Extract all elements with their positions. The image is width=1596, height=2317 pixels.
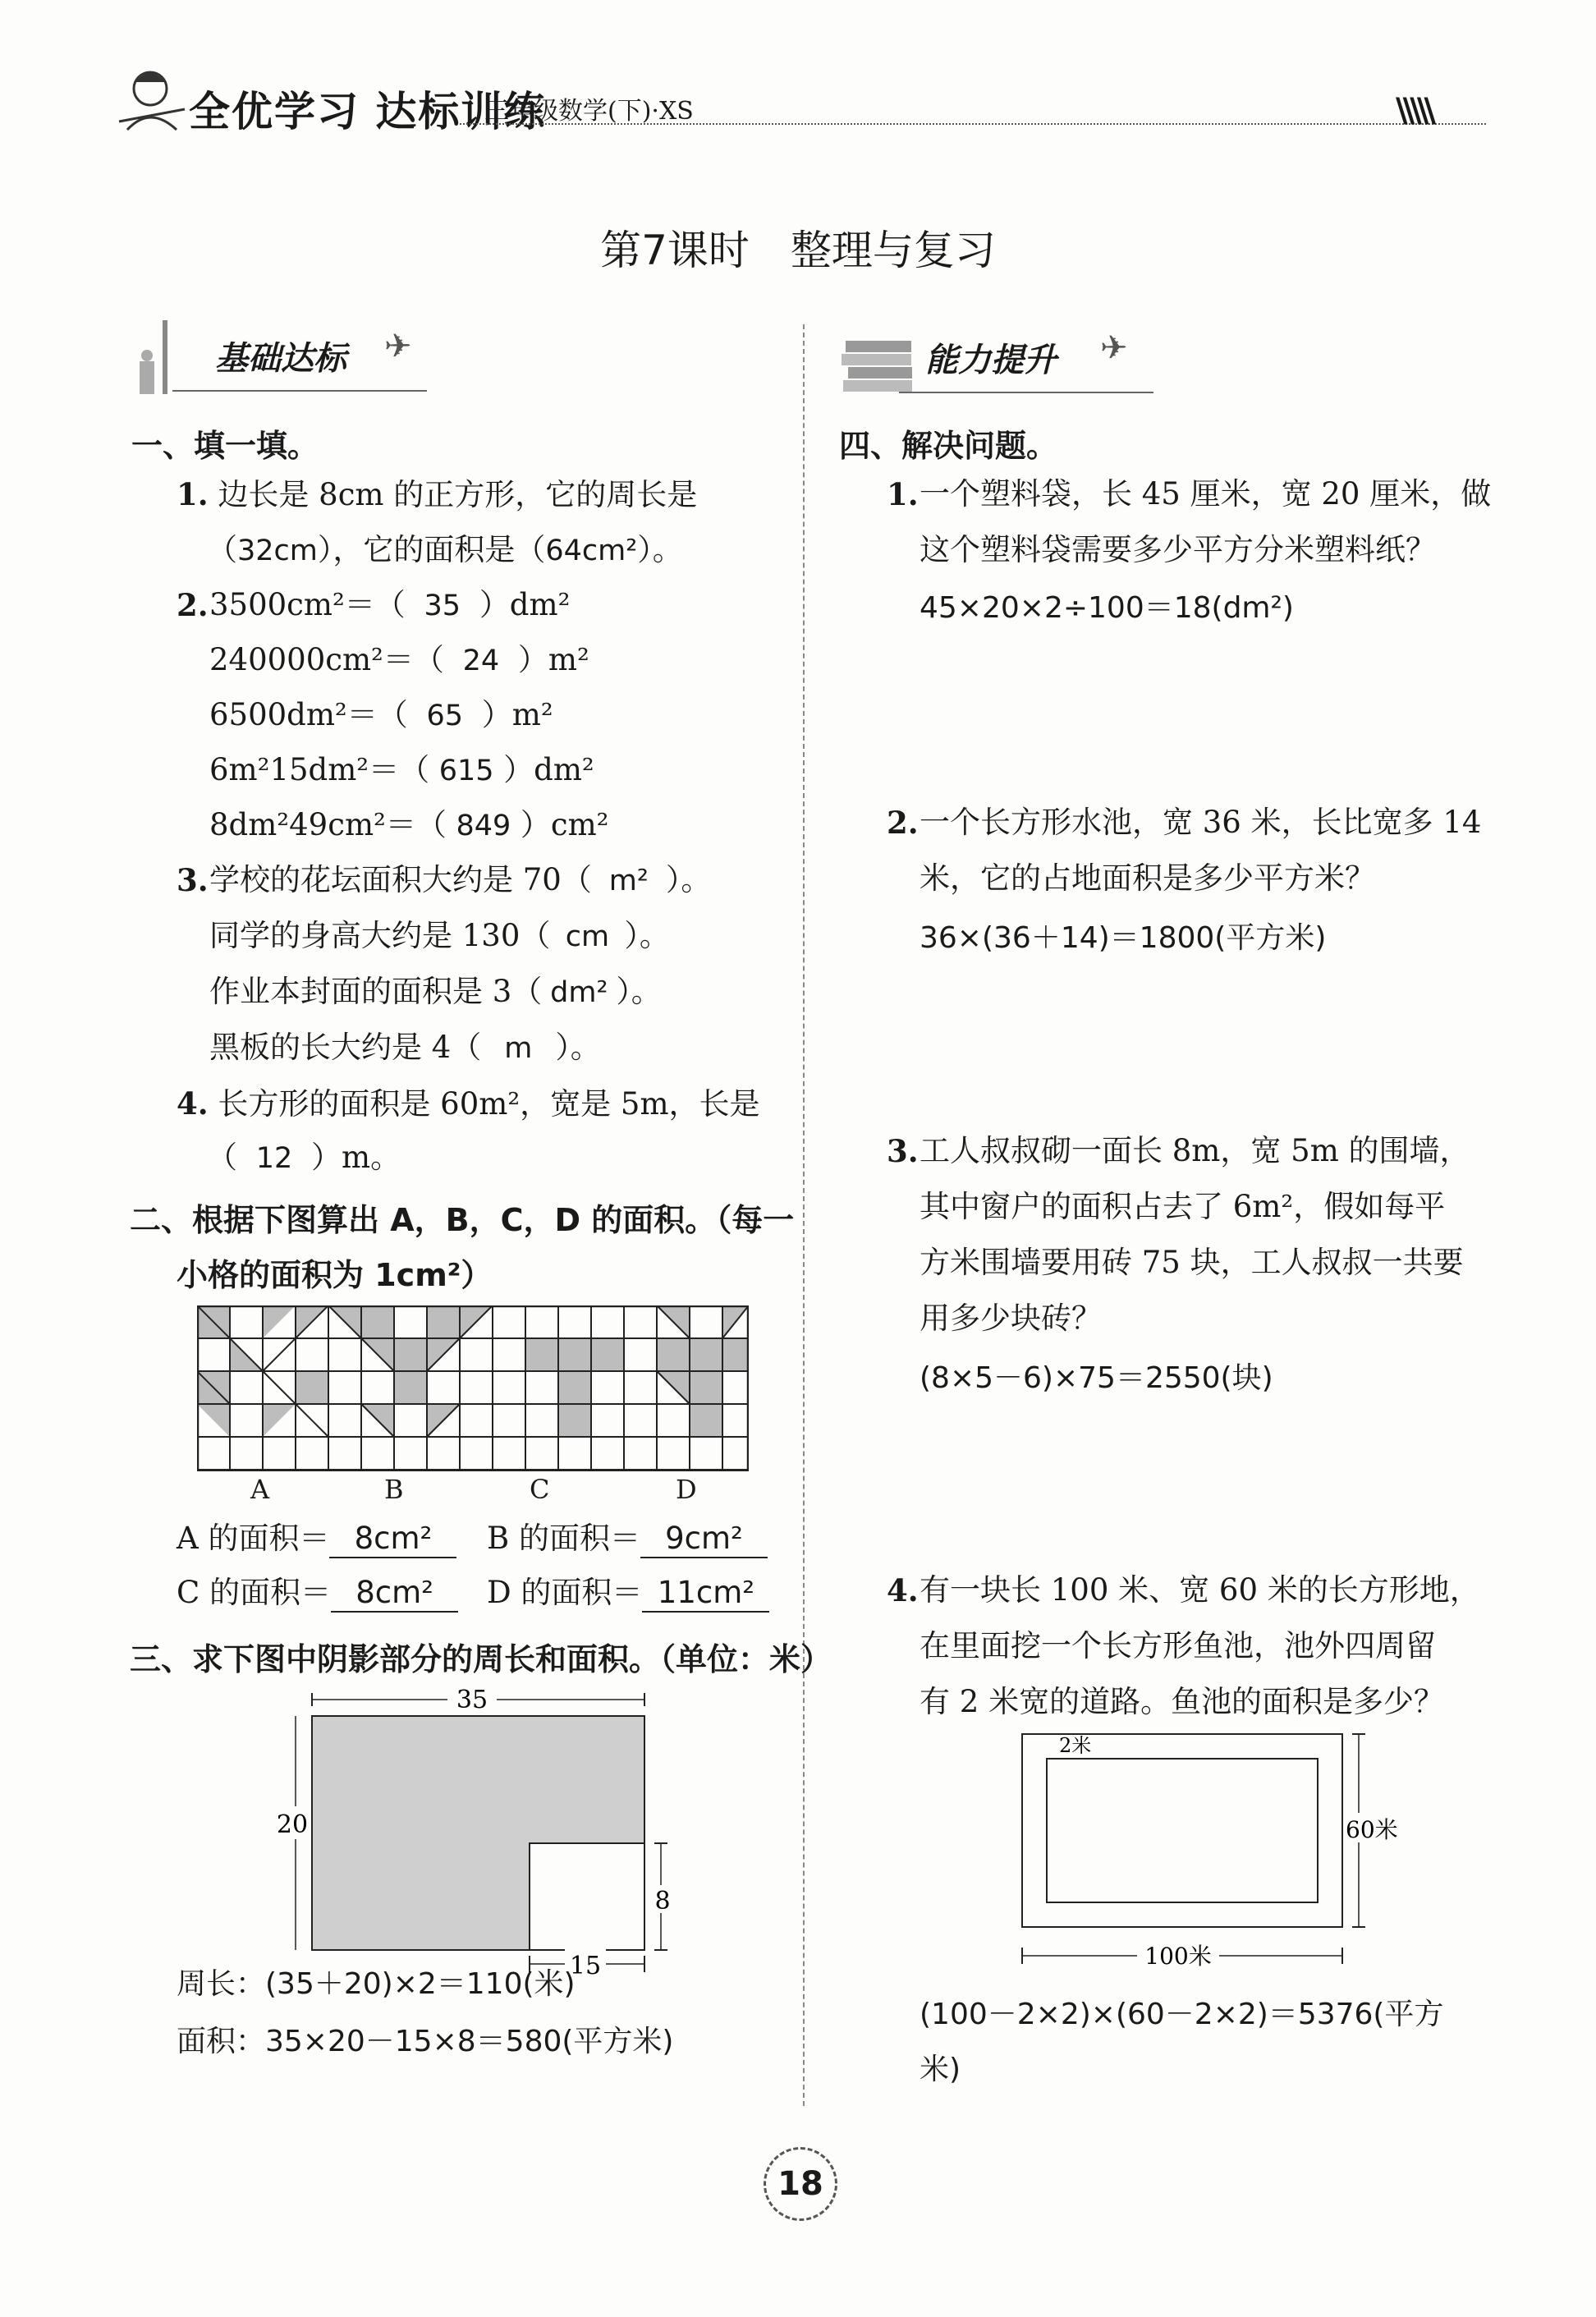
q2-number: 2. <box>177 587 209 623</box>
q2-row <box>209 752 594 788</box>
dim-bottom-label: 15 <box>569 1952 602 1980</box>
left-badge-label: 基础达标 <box>215 340 346 378</box>
grid-shaded-cell <box>361 1305 394 1338</box>
section-3-heading: 三、求下图中阴影部分的周长和面积。（单位：米） <box>130 1641 832 1677</box>
grid-shaded-cell <box>657 1338 749 1371</box>
q3-row-left: 学校的花坛面积大约是 70（ <box>209 862 592 897</box>
r-q3-line: 其中窗户的面积占去了 6m²，假如每平 <box>920 1189 1446 1224</box>
books-icon <box>833 316 924 398</box>
area-c-row <box>177 1575 458 1613</box>
grid-label-b: B <box>384 1474 404 1505</box>
grid-shaded-cell <box>263 1305 296 1338</box>
area-d-row <box>487 1575 769 1613</box>
q2-row <box>209 587 570 623</box>
section-4-heading: 四、解决问题。 <box>839 428 1058 464</box>
q3-row <box>209 974 662 1010</box>
r-q3-line: 工人叔叔砌一面长 8m，宽 5m 的围墙， <box>920 1133 1470 1168</box>
header-rule <box>460 123 1486 125</box>
dim-top-label: 35 <box>456 1686 488 1714</box>
area-a-row <box>177 1521 456 1558</box>
q4-number: 4. <box>177 1085 209 1122</box>
r-q3-line: 方米围墙要用砖 75 块，工人叔叔一共要 <box>920 1245 1464 1280</box>
q2-row-right: ）dm² <box>503 752 594 787</box>
area-b-label: B 的面积＝ <box>487 1521 640 1556</box>
grid-label-d: D <box>676 1474 697 1505</box>
area-c-label: C 的面积＝ <box>177 1575 332 1610</box>
r-q2-line: 米，它的占地面积是多少平方米？ <box>920 860 1375 896</box>
q2-answer: 35 <box>424 590 461 622</box>
mascot-icon <box>111 64 189 138</box>
q4-text: 长方形的面积是 60m²，宽是 5m，长是 <box>218 1086 760 1122</box>
q2-row-left: 6m²15dm²＝（ <box>209 752 430 787</box>
r-q4-number: 4. <box>887 1572 919 1608</box>
q3-answer: m <box>504 1032 533 1065</box>
right-badge-label: 能力提升 <box>925 342 1057 379</box>
section-2-heading-line2: 小格的面积为 1cm²） <box>177 1257 493 1293</box>
q4-answer: 12 <box>255 1142 293 1175</box>
section-1-heading: 一、填一填。 <box>131 428 319 464</box>
column-divider <box>803 324 805 2106</box>
q2-row <box>209 697 553 733</box>
land-outline <box>1022 1734 1342 1927</box>
q2-row-left: 3500cm²＝（ <box>209 587 406 622</box>
area-d-answer: 11cm² <box>642 1575 769 1613</box>
q4-paren-close: ）m。 <box>311 1140 401 1175</box>
q2-answer: 849 <box>456 810 511 842</box>
q2-row-left: 6500dm²＝（ <box>209 697 408 732</box>
grid-shaded-cell <box>427 1305 460 1338</box>
q3-row-right: ）。 <box>555 1030 601 1065</box>
r-q2-line: 一个长方形水池，宽 36 米，长比宽多 14 <box>920 805 1482 840</box>
left-badge-rule <box>172 390 427 392</box>
height-label: 60米 <box>1346 1816 1398 1843</box>
q3-answer: m² <box>608 865 649 897</box>
pond-figure <box>1014 1726 1408 1980</box>
q2-row-left: 240000cm²＝（ <box>209 642 444 677</box>
r-q4-line: 有一块长 100 米、宽 60 米的长方形地， <box>920 1572 1480 1608</box>
r-q4-line: 有 2 米宽的道路。鱼池的面积是多少？ <box>920 1684 1445 1719</box>
length-label: 100米 <box>1144 1943 1212 1970</box>
page-title: 第7课时 整理与复习 <box>600 227 996 274</box>
cutout-rectangle <box>530 1843 644 1950</box>
r-q3-number: 3. <box>887 1133 919 1169</box>
r-q4-answer-line2: 米) <box>920 2053 961 2086</box>
grid-lines <box>197 1305 749 1471</box>
shaded-rectangle-figure <box>263 1683 690 1954</box>
q2-row-right: ）m² <box>517 642 589 677</box>
q3-number: 3. <box>177 862 209 898</box>
header-brand: 全优学习 达标训练 <box>189 88 547 135</box>
q3-row-left: 作业本封面的面积是 3（ <box>209 974 543 1009</box>
section-2-heading-line1: 二、根据下图算出 A，B，C，D 的面积。（每一 <box>130 1202 795 1238</box>
plane-icon-right: ✈ <box>1100 329 1128 367</box>
r-q3-answer: (8×5－6)×75＝2550(块) <box>920 1361 1273 1395</box>
area-d-label: D 的面积＝ <box>487 1575 643 1610</box>
r-q4-line: 在里面挖一个长方形鱼池，池外四周留 <box>920 1628 1436 1663</box>
q3-row <box>209 918 670 954</box>
q2-answer: 24 <box>462 645 500 677</box>
q1-text: 边长是 8cm 的正方形，它的周长是 <box>218 477 698 512</box>
q2-row-right: ）cm² <box>520 807 609 842</box>
q4-line1 <box>177 1085 760 1122</box>
area-c-answer: 8cm² <box>331 1575 458 1613</box>
dim-right-label: 8 <box>654 1887 671 1916</box>
r-q4-answer-line1: (100－2×2)×(60－2×2)＝5376(平方 <box>920 1998 1444 2031</box>
grid-shaded-cell <box>394 1338 427 1371</box>
dim-left-label: 20 <box>276 1810 309 1839</box>
q3-row-right: ）。 <box>624 918 670 953</box>
plane-icon: ✈ <box>384 328 412 365</box>
q1-paren-close: ）。 <box>637 532 683 567</box>
grid-figure <box>197 1305 749 1471</box>
area-b-answer: 9cm² <box>640 1521 768 1558</box>
grid-shaded-cell <box>525 1338 624 1371</box>
q3-row-right: ）。 <box>616 974 662 1009</box>
q1-paren-open: （ <box>207 532 237 567</box>
signpost-icon <box>123 316 197 398</box>
r-q2-answer: 36×(36＋14)＝1800(平方米) <box>920 921 1327 955</box>
q3-row <box>209 862 711 898</box>
grid-shaded-cell <box>296 1371 328 1404</box>
area-a-label: A 的面积＝ <box>177 1521 330 1556</box>
r-q1-line: 一个塑料袋，长 45 厘米，宽 20 厘米，做 <box>920 476 1492 512</box>
r-q2-number: 2. <box>887 805 919 841</box>
q2-row <box>209 807 609 843</box>
q4-line2 <box>207 1140 401 1176</box>
q2-answer: 65 <box>426 700 464 732</box>
q2-row-left: 8dm²49cm²＝（ <box>209 807 447 842</box>
q1-line2 <box>207 532 683 568</box>
q4-paren-open: （ <box>207 1140 237 1175</box>
header-subtitle: 三年级数学(下)·XS <box>484 97 694 126</box>
r-q1-line: 这个塑料袋需要多少平方分米塑料纸？ <box>920 532 1436 567</box>
q3-row-left: 同学的身高大约是 130（ <box>209 918 551 953</box>
q1-answer-perimeter: 32cm <box>237 535 318 567</box>
r-q1-number: 1. <box>887 476 919 512</box>
area-a-answer: 8cm² <box>329 1521 456 1558</box>
right-badge-rule <box>899 392 1153 393</box>
grid-label-a: A <box>250 1474 270 1505</box>
q2-answer: 615 <box>438 755 494 787</box>
q1-line1 <box>177 476 697 513</box>
road-width-label: 2米 <box>1059 1734 1092 1757</box>
perimeter-answer: 周长：(35＋20)×2＝110(米) <box>177 1967 576 2001</box>
q1-number: 1. <box>177 476 209 512</box>
pond-outline <box>1047 1759 1318 1902</box>
r-q3-line: 用多少块砖？ <box>920 1301 1102 1336</box>
header-stripes: \\\\\ <box>1396 92 1432 130</box>
q3-answer: cm <box>565 920 610 953</box>
q2-row-right: ）m² <box>481 697 553 732</box>
q3-answer: dm² <box>550 976 608 1009</box>
grid-shaded-cell <box>394 1371 427 1404</box>
r-q1-answer: 45×20×2÷100＝18(dm²) <box>920 591 1294 625</box>
q1-answer-area: 64cm² <box>545 535 638 567</box>
page-number: 18 <box>764 2147 837 2221</box>
q3-row-left: 黑板的长大约是 4（ <box>209 1030 482 1065</box>
q2-row <box>209 642 589 678</box>
grid-shaded-cell <box>263 1404 296 1437</box>
q3-row-right: ）。 <box>665 862 712 897</box>
area-b-row <box>487 1521 768 1558</box>
area-answer: 面积：35×20－15×8＝580(平方米) <box>177 2025 674 2058</box>
q2-row-right: ）dm² <box>479 587 571 622</box>
grid-shaded-cell <box>197 1404 230 1437</box>
q1-text-mid: ），它的面积是（ <box>317 532 546 567</box>
grid-label-c: C <box>530 1474 550 1505</box>
q3-row <box>209 1030 601 1066</box>
